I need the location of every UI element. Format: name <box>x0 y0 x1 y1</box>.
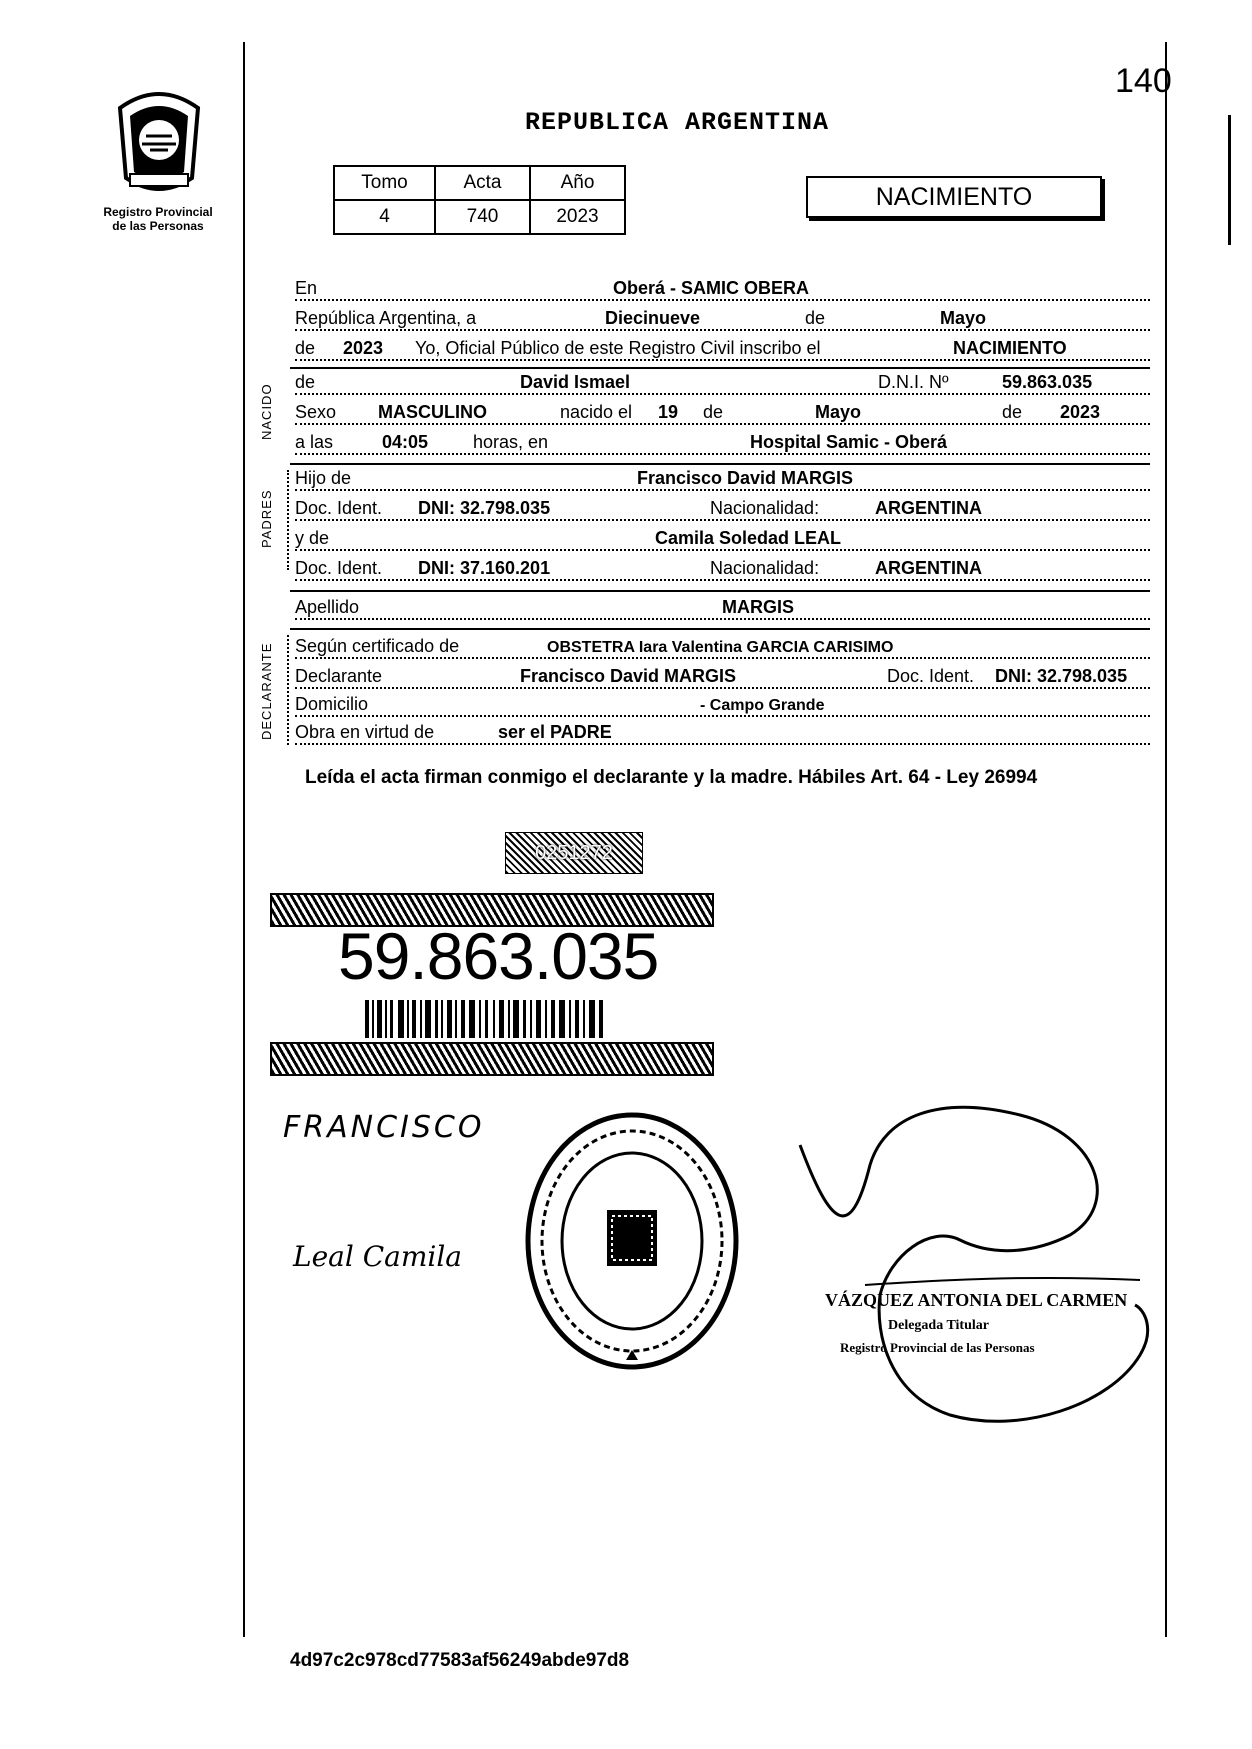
father-nat: ARGENTINA <box>875 498 982 518</box>
left-margin-line <box>243 42 245 1637</box>
father-doc: DNI: 32.798.035 <box>418 498 551 518</box>
father-doc-row <box>295 498 1150 524</box>
surname-row <box>295 597 1150 623</box>
official-role: Delegada Titular <box>888 1318 989 1333</box>
official-org: Registro Provincial de las Personas <box>840 1340 1035 1355</box>
section-divider <box>290 463 1150 465</box>
declarant-row <box>295 666 1150 692</box>
side-label-born: NACIDO <box>259 383 274 440</box>
barcode-icon <box>365 1000 605 1038</box>
born-dni: 59.863.035 <box>1002 372 1093 392</box>
born-day: 19 <box>658 402 679 422</box>
id-number: 59.863.035 <box>338 919 659 993</box>
born-date-label: nacido el <box>560 402 633 422</box>
register-value-acta: 740 <box>435 200 530 234</box>
date-event: NACIMIENTO <box>953 338 1067 358</box>
issuer-caption-line2: de las Personas <box>112 219 204 233</box>
certificate-value: OBSTETRA Iara Valentina GARCIA CARISIMO <box>547 639 894 656</box>
section-divider <box>290 628 1150 630</box>
born-dni-label: D.N.I. Nº <box>878 372 949 392</box>
security-band-bottom <box>270 1042 714 1076</box>
section-divider <box>290 590 1150 592</box>
register-header-acta: Acta <box>435 166 530 200</box>
register-header-anio: Año <box>530 166 625 200</box>
issuer-caption-line1: Registro Provincial <box>103 205 213 219</box>
official-name: VÁZQUEZ ANTONIA DEL CARMEN <box>825 1290 1128 1310</box>
born-time-label: a las <box>295 432 334 452</box>
born-time-row <box>295 432 1150 458</box>
mother-name: Camila Soledad LEAL <box>655 528 842 548</box>
small-seal-number: 0251272 <box>535 842 613 864</box>
small-seal-stamp <box>505 832 643 874</box>
parents-bracket <box>287 470 289 570</box>
declarant-label: Declarante <box>295 666 383 686</box>
born-sex-label: Sexo <box>295 402 337 422</box>
surname-label: Apellido <box>295 597 360 617</box>
certificate-row <box>295 636 1150 662</box>
born-de-label-2: de <box>703 402 724 422</box>
role-label: Obra en virtud de <box>295 722 435 742</box>
register-header-tomo: Tomo <box>334 166 435 200</box>
mother-label: y de <box>295 528 330 548</box>
declarant-handwriting: FRANCISCO <box>283 1110 485 1145</box>
edge-mark <box>1228 115 1231 245</box>
date-day: Diecinueve <box>605 308 701 328</box>
right-margin-line <box>1165 42 1167 1637</box>
date-year-label: de <box>295 338 316 358</box>
document-hash: 4d97c2c978cd77583af56249abde97d8 <box>290 1650 630 1671</box>
date-de-label: de <box>805 308 826 328</box>
address-label: Domicilio <box>295 694 369 714</box>
father-doc-label: Doc. Ident. <box>295 498 383 518</box>
closing-statement: Leída el acta firman conmigo el declarante y la madre. Hábiles Art. 64 - Ley 26994 <box>305 767 1038 788</box>
certificate-label: Según certificado de <box>295 636 460 656</box>
mother-row <box>295 528 1150 554</box>
date-year: 2023 <box>343 338 384 358</box>
record-type-box: NACIMIENTO <box>806 176 1102 218</box>
born-time: 04:05 <box>382 432 429 452</box>
role-value: ser el PADRE <box>498 722 612 742</box>
side-label-parents: PADRES <box>259 489 274 548</box>
role-row <box>295 722 1150 748</box>
mother-nat-label: Nacionalidad: <box>710 558 820 578</box>
register-value-tomo: 4 <box>334 200 435 234</box>
place-value: Oberá - SAMIC OBERA <box>613 278 810 298</box>
document-title: REPUBLICA ARGENTINA <box>525 108 830 137</box>
province-emblem-icon <box>100 88 218 198</box>
born-name: David Ismael <box>520 372 631 392</box>
surname-value: MARGIS <box>722 597 794 617</box>
mother-doc-label: Doc. Ident. <box>295 558 383 578</box>
born-hours-label: horas, en <box>473 432 549 452</box>
born-year: 2023 <box>1060 402 1101 422</box>
born-place: Hospital Samic - Oberá <box>750 432 948 452</box>
born-name-row <box>295 372 1150 398</box>
declarant-bracket <box>287 635 289 745</box>
mother-doc-row <box>295 558 1150 584</box>
address-row <box>295 694 1150 720</box>
declarant-name: Francisco David MARGIS <box>520 666 737 686</box>
father-row <box>295 468 1150 494</box>
address-value: - Campo Grande <box>700 697 825 714</box>
official-seal-icon <box>522 1110 742 1372</box>
born-de-label: de <box>295 372 316 392</box>
mother-doc: DNI: 37.160.201 <box>418 558 551 578</box>
section-divider <box>290 367 1150 369</box>
born-month: Mayo <box>815 402 862 422</box>
father-nat-label: Nacionalidad: <box>710 498 820 518</box>
born-sex: MASCULINO <box>378 402 487 422</box>
date-year-row <box>295 338 1150 364</box>
place-row <box>295 278 1150 304</box>
register-value-anio: 2023 <box>530 200 625 234</box>
side-label-declarant: DECLARANTE <box>259 642 274 740</box>
date-statement: Yo, Oficial Público de este Registro Civil inscribo el <box>415 338 821 358</box>
declarant-doc: DNI: 32.798.035 <box>995 666 1128 686</box>
official-signature-icon <box>790 1105 1150 1435</box>
issuer-caption <box>88 205 228 233</box>
date-month: Mayo <box>940 308 987 328</box>
born-sex-row <box>295 402 1150 428</box>
register-table <box>333 165 626 235</box>
page-number: 140 <box>1115 62 1172 100</box>
date-row <box>295 308 1150 334</box>
mother-handwriting: Leal Camila <box>293 1240 462 1273</box>
declarant-doc-label: Doc. Ident. <box>887 666 975 686</box>
father-label: Hijo de <box>295 468 352 488</box>
place-label: En <box>295 278 318 298</box>
date-country-label: República Argentina, a <box>295 308 477 328</box>
mother-nat: ARGENTINA <box>875 558 982 578</box>
father-name: Francisco David MARGIS <box>637 468 854 488</box>
born-de-label-3: de <box>1002 402 1023 422</box>
